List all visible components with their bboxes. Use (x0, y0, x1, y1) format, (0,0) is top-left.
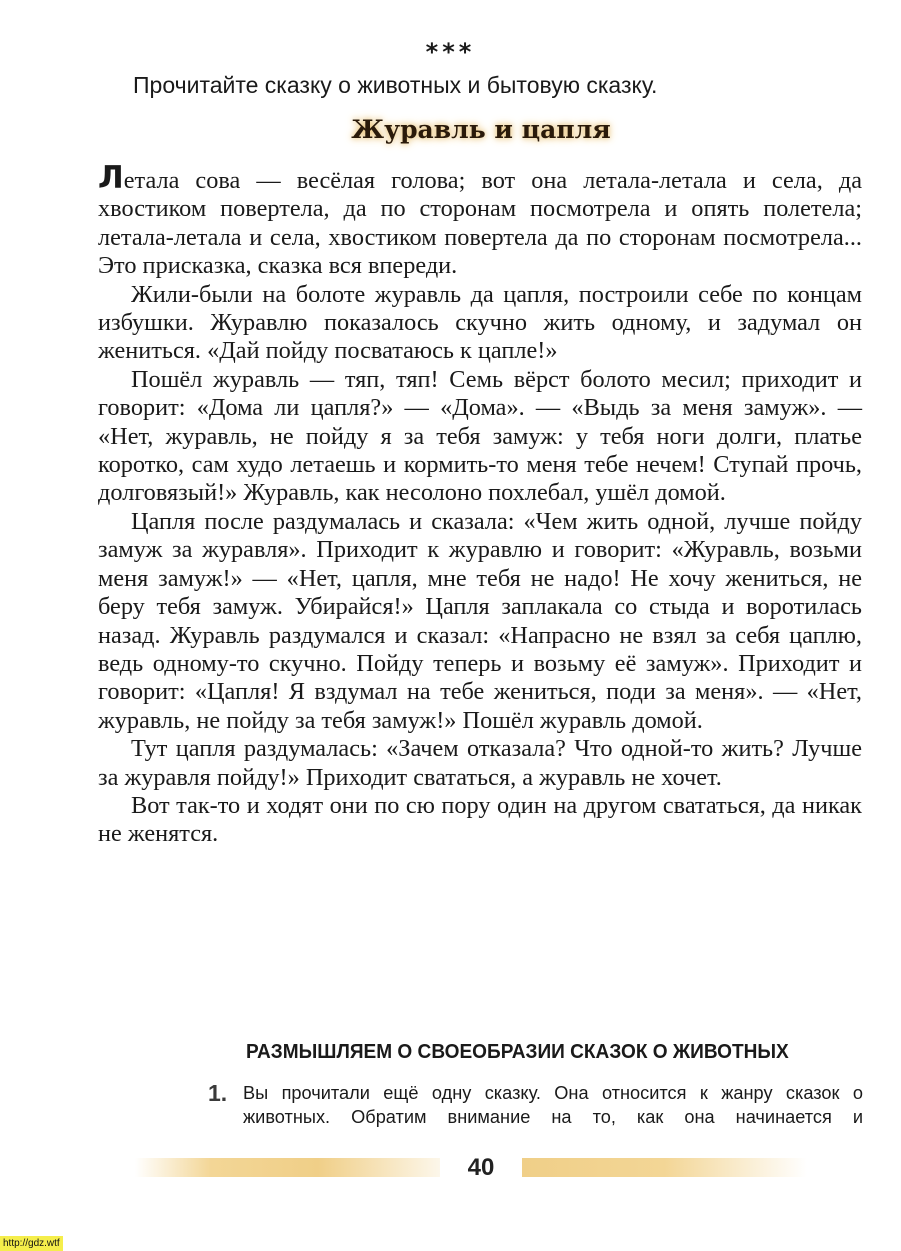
footer-decor-band-left (135, 1158, 440, 1177)
reading-instruction: Прочитайте сказку о животных и бытовую сказку. (133, 72, 658, 98)
story-paragraph: Летала сова — весёлая голова; вот она летала-летала и села, да хвостиком повертела, да по сторонам посмотрела и опять полетела; летала-летала и села, хвостиком повертела да по сторонам посмотрела... Это присказка, сказка вся впереди. (98, 160, 862, 280)
story-text (98, 160, 862, 849)
watermark-link[interactable]: http://gdz.wtf (0, 1236, 63, 1251)
story-paragraph: Жили-были на болоте журавль да цапля, построили себе по концам избушки. Журавлю показалось скучно жить одному, и задумал он жениться. «Дай пойду посватаюсь к цапле!» (98, 280, 862, 365)
drop-cap: Л (98, 160, 124, 196)
footer-decor-band-right (522, 1158, 807, 1177)
story-paragraph: Пошёл журавль — тяп, тяп! Семь вёрст болото месил; приходит и говорит: «Дома ли цапля?» — «Дома». — «Выдь за меня замуж». — «Нет, журавль, не пойду я за тебя замуж: у тебя ноги долги, платье коротко, сам худо летаешь и кормить-то меня тебе нечем! Ступай прочь, долговязый!» Журавль, как несолоно похлебал, ушёл домой. (98, 365, 862, 507)
story-paragraph: Вот так-то и ходят они по сю пору один на другом свататься, да никак не женятся. (98, 791, 862, 848)
page-number: 40 (467, 1154, 495, 1181)
story-paragraph: Тут цапля раздумалась: «Зачем отказала? Что одной-то жить? Лучше за журавля пойду!» Приходит свататься, а журавль не хочет. (98, 735, 862, 791)
story-paragraph: Цапля после раздумалась и сказала: «Чем жить одной, лучше пойду замуж за журавля». Приходит к журавлю и говорит: «Журавль, возьми меня замуж!» — «Нет, цапля, мне тебя не надо! Не хочу жениться, не беру тебя замуж. Убирайся!» Цапля заплакала со стыда и воротилась назад. Журавль раздумался и сказал: «Напрасно не взял за себя цаплю, ведь одному-то скучно. Пойду теперь и возьму её замуж». Приходит и говорит: «Цапля! Я вздумал на тебе жениться, поди за меня». — «Нет, журавль, не пойду за тебя замуж!» Пошёл журавль домой. (98, 507, 862, 734)
section-separator-stars: *** (425, 38, 476, 66)
story-title: Журавль и цапля (351, 115, 611, 144)
task-number: 1. (208, 1080, 228, 1106)
section-heading: РАЗМЫШЛЯЕМ О СВОЕОБРАЗИИ СКАЗОК О ЖИВОТНЫХ (246, 1040, 789, 1063)
task-text: Вы прочитали ещё одну сказку. Она относится к жанру сказок о животных. Обратим внимание на то, как она начинается и (243, 1083, 863, 1127)
